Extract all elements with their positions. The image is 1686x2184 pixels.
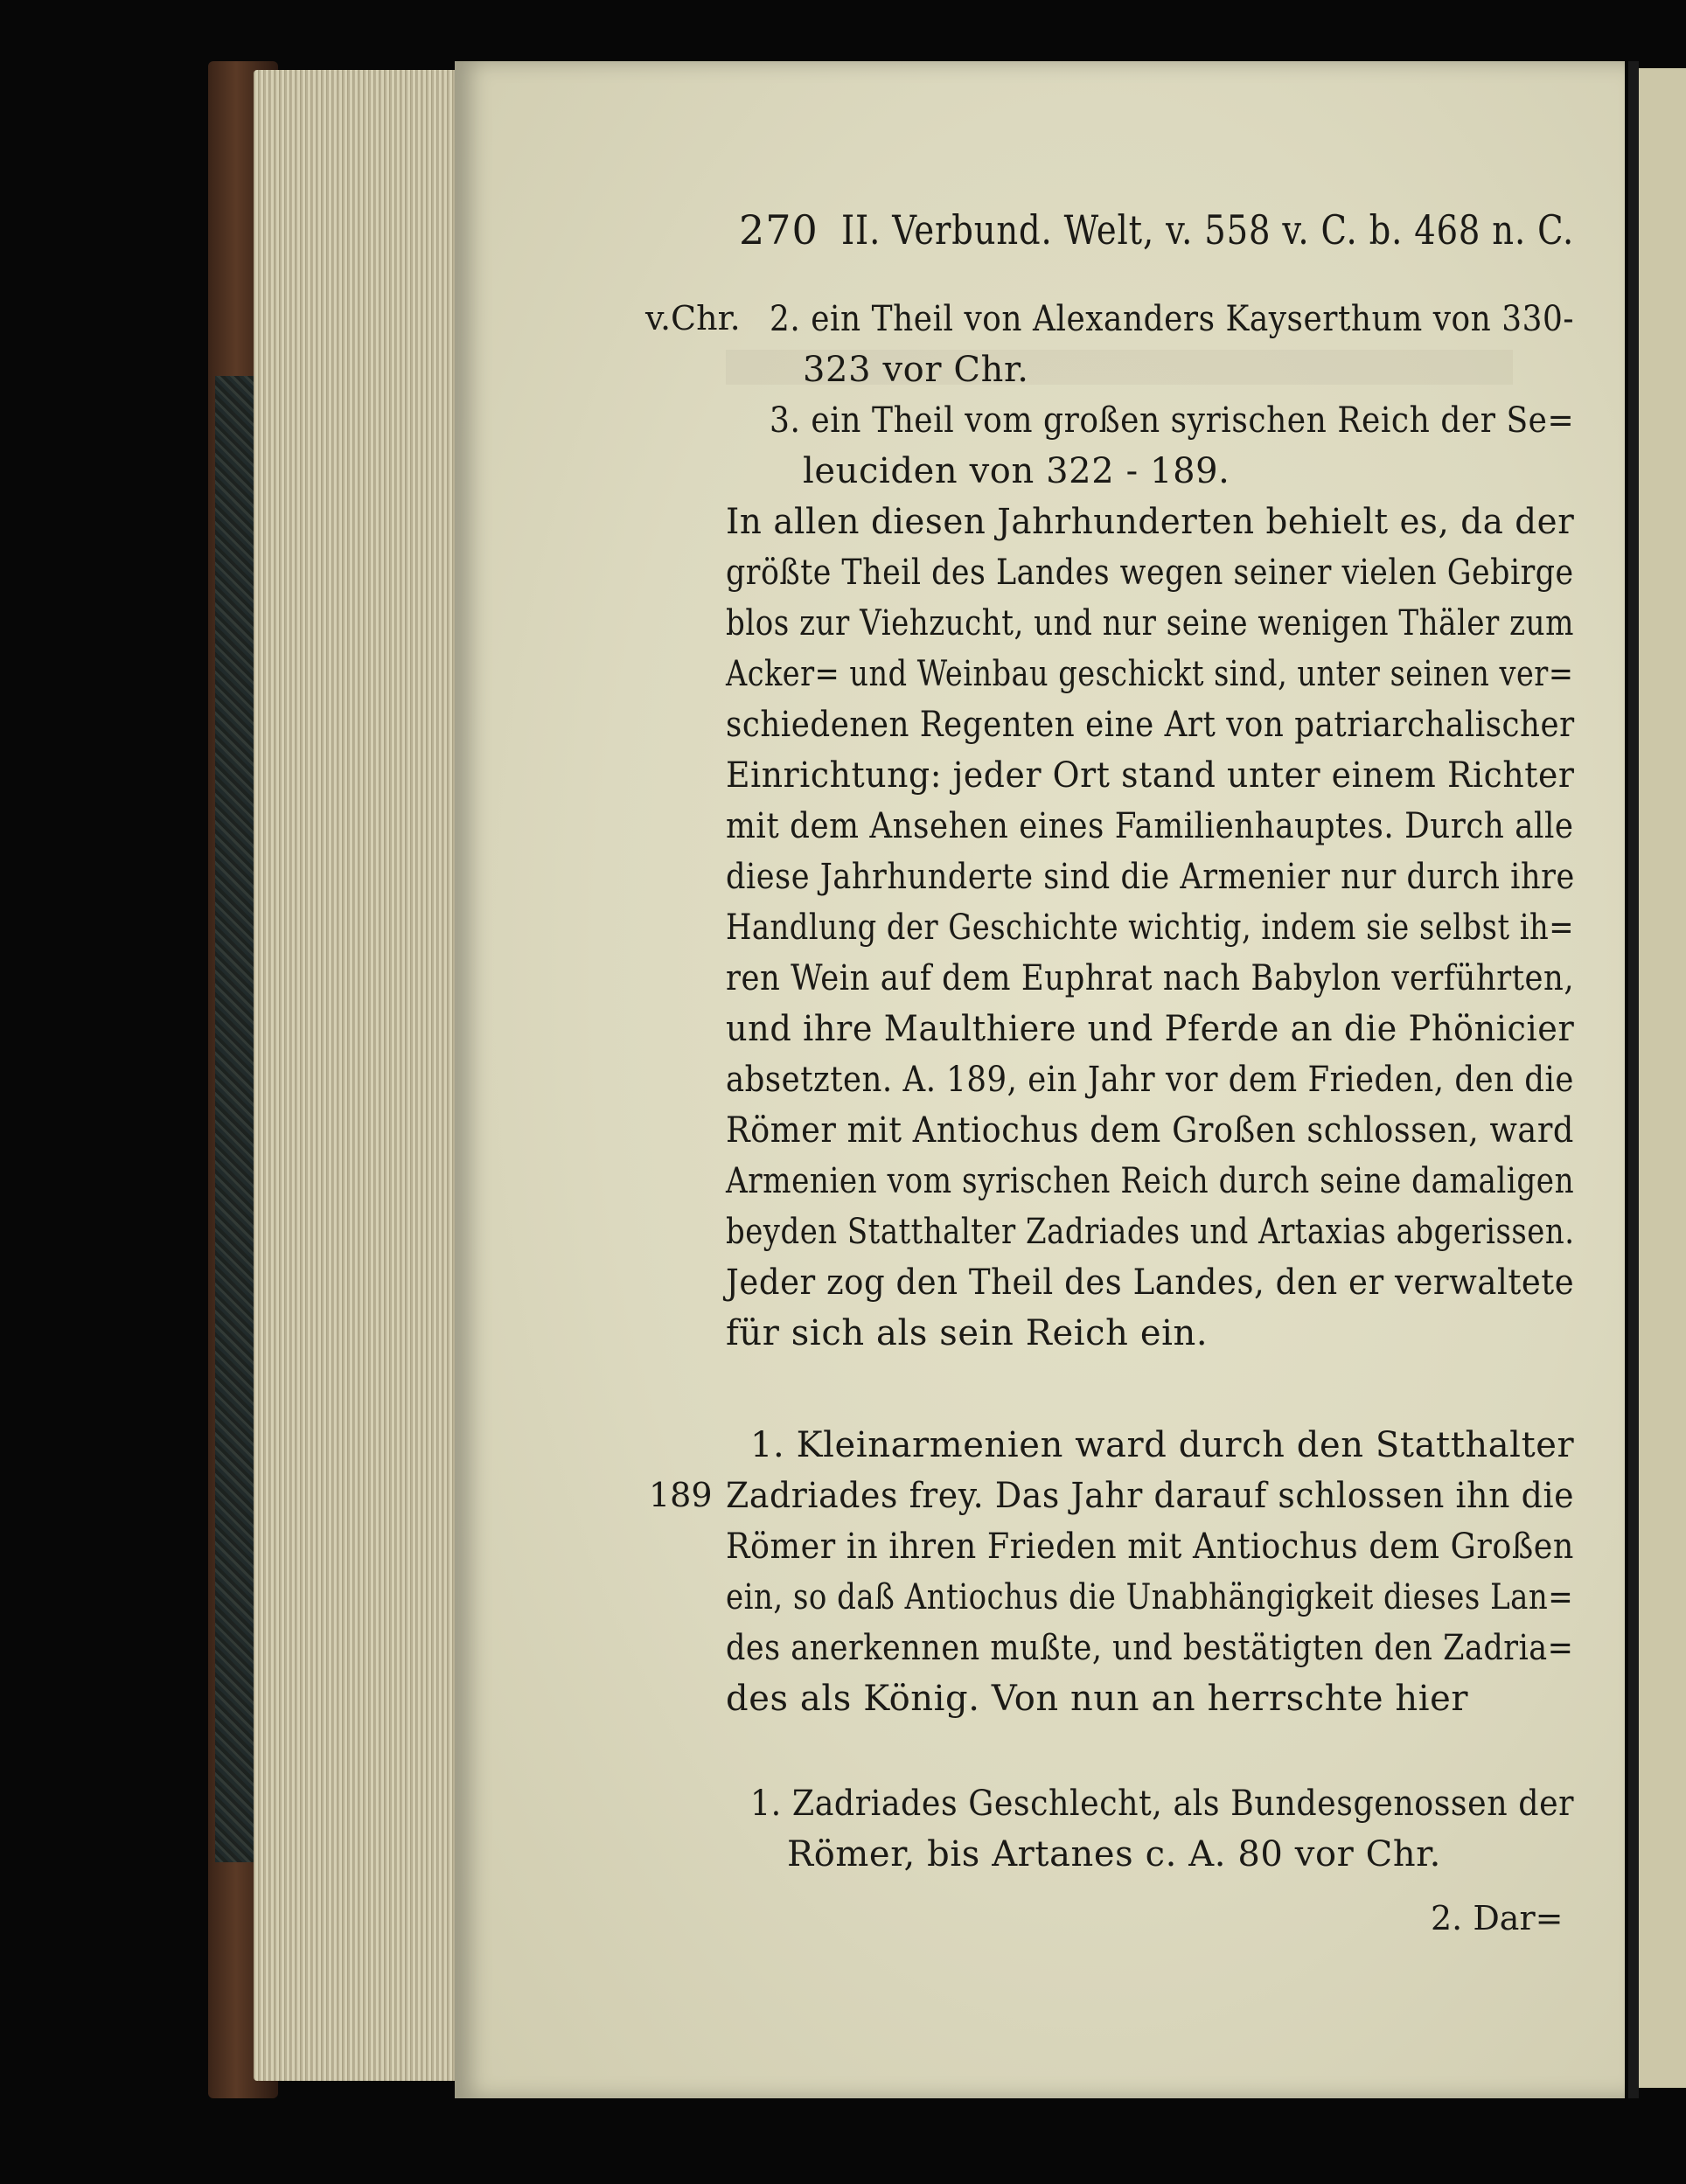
margin-note-era: v.Chr. [645, 299, 741, 337]
page-gutter [1628, 61, 1639, 2098]
text-line: leuciden von 322 - 189. [803, 451, 1230, 491]
text-line: Jeder zog den Theil des Landes, den er verwaltete [726, 1262, 1575, 1303]
text-line: 3. ein Theil vom großen syrischen Reich der Se= [770, 400, 1575, 441]
text-line: Römer mit Antiochus dem Großen schlossen, ward [726, 1110, 1574, 1151]
text-line: des anerkennen mußte, und bestätigten den Zadria= [726, 1628, 1574, 1668]
list-item-line: Römer, bis Artanes c. A. 80 vor Chr. [787, 1834, 1441, 1874]
text-line: schiedenen Regenten eine Art von patriarchalischer [726, 705, 1575, 745]
text-line: Römer in ihren Frieden mit Antiochus dem Großen [726, 1527, 1574, 1567]
text-line: des als König. Von nun an herrschte hier [726, 1679, 1469, 1719]
text-line: Einrichtung: jeder Ort stand unter einem Richter [726, 755, 1575, 796]
list-item-line: 1. Zadriades Geschlecht, als Bundesgenossen der [750, 1784, 1575, 1824]
running-title: II. Verbund. Welt, v. 558 v. C. b. 468 n. C. [841, 206, 1575, 254]
section-heading-line: 1. Kleinarmenien ward durch den Statthalter [750, 1425, 1575, 1465]
text-line: ren Wein auf dem Euphrat nach Babylon verführten, [726, 958, 1575, 998]
text-line: größte Theil des Landes wegen seiner vielen Gebirge [726, 553, 1574, 593]
page-number: 270 [739, 206, 819, 254]
text-line: In allen diesen Jahrhunderten behielt es, da der [726, 502, 1575, 542]
text-line: für sich als sein Reich ein. [726, 1313, 1209, 1353]
text-line: beyden Statthalter Zadriades und Artaxias abgerissen. [726, 1212, 1575, 1252]
facing-page-edge [1639, 68, 1686, 2088]
margin-note-year: 189 [649, 1476, 713, 1514]
page-edges [254, 70, 470, 2081]
catchword: 2. Dar= [1431, 1899, 1564, 1937]
text-line: mit dem Ansehen eines Familienhauptes. Durch alle [726, 806, 1574, 846]
text-line: 323 vor Chr. [803, 350, 1029, 390]
text-line: ein, so daß Antiochus die Unabhängigkeit dieses Lan= [726, 1577, 1574, 1617]
text-line: und ihre Maulthiere und Pferde an die Phönicier [726, 1009, 1575, 1049]
text-line: Handlung der Geschichte wichtig, indem sie selbst ih= [726, 908, 1575, 948]
text-line: diese Jahrhunderte sind die Armenier nur durch ihre [726, 857, 1575, 897]
text-line: absetzten. A. 189, ein Jahr vor dem Frieden, den die [726, 1060, 1574, 1100]
text-line: Acker= und Weinbau geschickt sind, unter seinen ver= [726, 654, 1574, 694]
text-line: Armenien vom syrischen Reich durch seine damaligen [726, 1161, 1575, 1201]
text-line: blos zur Viehzucht, und nur seine wenigen Thäler zum [726, 603, 1574, 643]
text-line: Zadriades frey. Das Jahr darauf schlossen ihn die [726, 1476, 1575, 1516]
text-line: 2. ein Theil von Alexanders Kayserthum von 330- [770, 299, 1575, 339]
